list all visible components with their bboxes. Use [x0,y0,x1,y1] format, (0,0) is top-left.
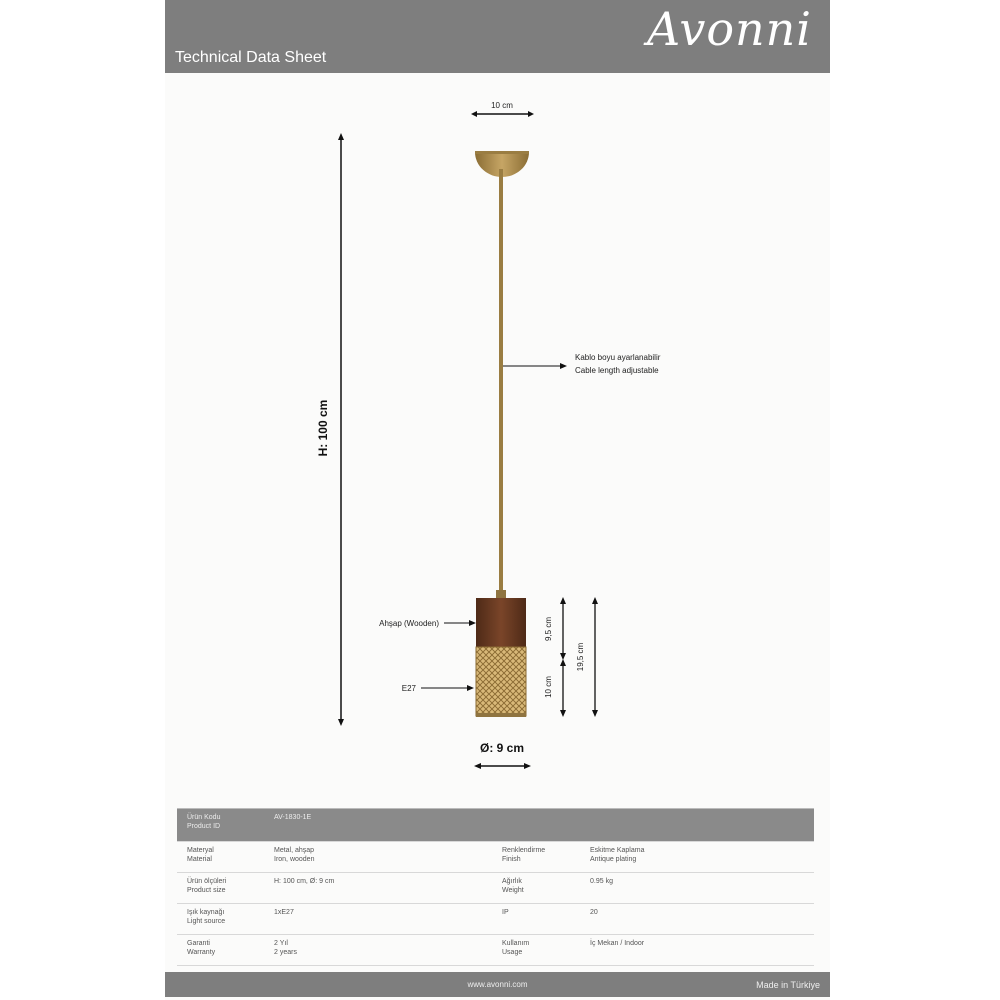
metal-mesh-shade [476,647,526,716]
wooden-label: Ahşap (Wooden) [379,619,439,628]
canopy-width-dimension [471,101,534,117]
suspension-cable [499,169,503,594]
brand-logo: Avonni [646,2,812,56]
height-dimension [316,133,344,726]
wooden-callout [379,619,476,628]
height-label: H: 100 cm [316,399,330,457]
body-height-label: 19,5 cm [576,642,585,672]
product-code-label: Ürün Kodu Product ID [187,814,221,830]
wood-height-label: 9,5 cm [544,616,553,642]
diameter-label: Ø: 9 cm [479,741,525,755]
canopy-width-label: 10 cm [491,101,513,110]
shade-height-label: 10 cm [544,676,553,698]
product-code-value: AV-1830-1E [274,814,312,821]
socket-callout [402,684,474,693]
spec-header-row [177,809,814,842]
cable-callout [503,353,661,375]
footer-bar [165,972,830,997]
table-row: Ürün ölçüleri Product size H: 100 cm, Ø: 9 cm Ağırlık Weight 0.95 kg [177,873,814,904]
website-url: www.avonni.com [467,980,528,989]
body-height-dimension [576,597,598,717]
diameter-dimension [474,741,531,769]
shade-height-dimension [544,659,566,717]
cable-label-en: Cable length adjustable [575,366,659,375]
socket-label: E27 [401,684,416,693]
cable-label-tr: Kablo boyu ayarlanabilir [575,353,661,362]
table-row: Garanti Warranty 2 Yıl 2 years Kullanım Usage İç Mekan / Indoor [177,935,814,966]
table-row: Materyal Material Metal, ahşap Iron, wooden Renklendirme Finish Eskitme Kaplama Antique plating [177,842,814,873]
page-title: Technical Data Sheet [175,49,327,66]
pendant-lamp [475,151,529,717]
spec-table [177,808,814,966]
product-drawing [165,73,830,793]
header-bar [165,0,830,73]
wooden-cylinder [476,598,526,648]
made-in-label: Made in Türkiye [756,980,820,990]
wood-height-dimension [544,597,566,660]
table-row: Işık kaynağı Light source 1xE27 IP 20 [177,904,814,935]
